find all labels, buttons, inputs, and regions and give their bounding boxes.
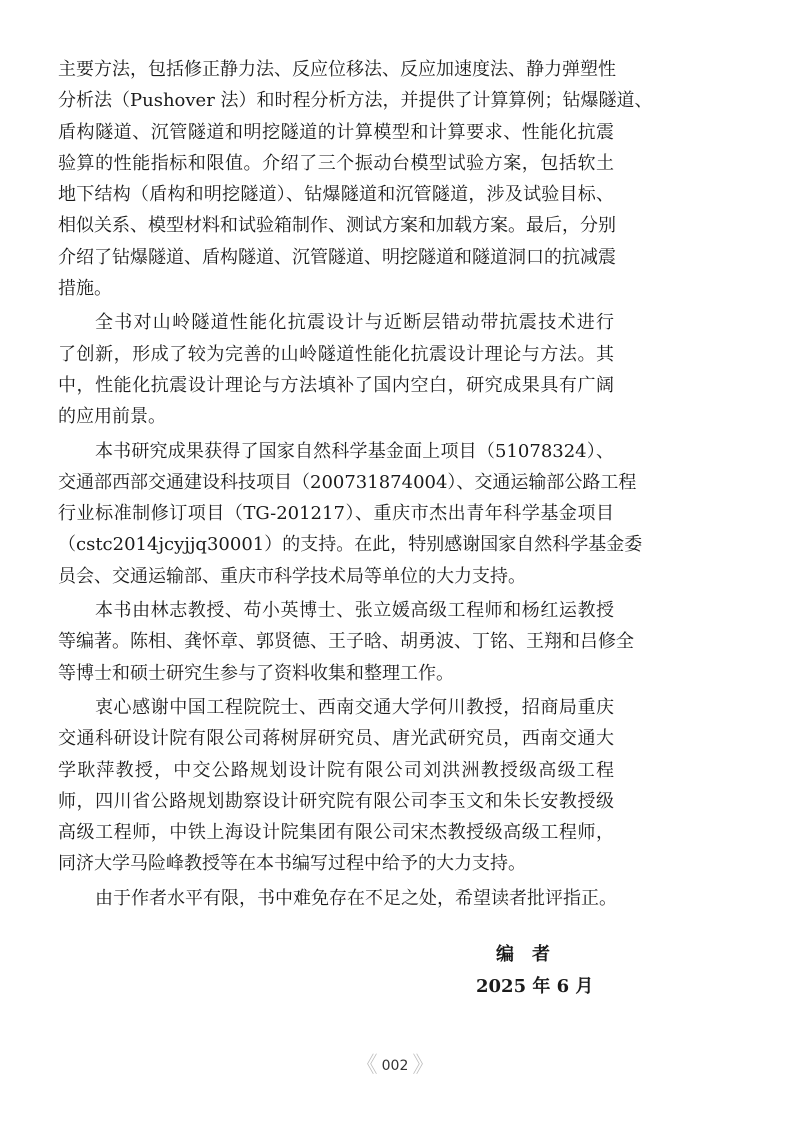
text-line: 的应用前景。 [58, 406, 166, 428]
text-line: 由于作者水平有限，书中难免存在不足之处，希望读者批评指正。 [95, 887, 617, 909]
paragraph [58, 883, 617, 914]
paragraph [58, 692, 614, 880]
text-line: 本书研究成果获得了国家自然科学基金面上项目（51078324）、 [95, 440, 614, 462]
text-line: 验算的性能指标和限值。介绍了三个振动台模型试验方案，包括软土 [58, 152, 614, 174]
text-line: 地下结构（盾构和明挖隧道）、钻爆隧道和沉管隧道，涉及试验目标、 [58, 184, 614, 206]
preface-body [58, 54, 653, 914]
text-line: 措施。 [58, 278, 112, 300]
text-line: 分析法（Pushover 法）和时程分析方法，并提供了计算算例；钻爆隧道、 [58, 90, 653, 112]
paragraph [58, 595, 634, 689]
page-number-footer [0, 1048, 790, 1079]
text-line: 学耿萍教授，中交公路规划设计院有限公司刘洪洲教授级高级工程 [58, 759, 614, 781]
paragraph [58, 307, 614, 432]
text-line: 了创新，形成了较为完善的山岭隧道性能化抗震设计理论与方法。其 [58, 343, 614, 365]
text-line: 同济大学马险峰教授等在本书编写过程中给予的大力支持。 [58, 853, 526, 875]
text-line: 主要方法，包括修正静力法、反应位移法、反应加速度法、静力弹塑性 [58, 59, 616, 80]
text-line: 等编著。陈相、龚怀章、郭贤德、王子晗、胡勇波、丁铭、王翔和吕修全 [58, 631, 634, 653]
text-line: （cstc2014jcyjjq30001）的支持。在此，特别感谢国家自然科学基金委 [58, 534, 643, 556]
text-line: 员会、交通运输部、重庆市科学技术局等单位的大力支持。 [58, 565, 526, 587]
text-line: 等博士和硕士研究生参与了资料收集和整理工作。 [58, 662, 454, 684]
text-line: 本书由林志教授、苟小英博士、张立媛高级工程师和杨红运教授 [95, 600, 614, 622]
paragraph [58, 436, 643, 592]
text-line: 中，性能化抗震设计理论与方法填补了国内空白，研究成果具有广阔 [58, 374, 614, 396]
text-line: 相似关系、模型材料和试验箱制作、测试方案和加载方案。最后，分别 [58, 215, 616, 237]
signature-date: 2025 年 6 月 [476, 976, 594, 997]
text-line: 介绍了钻爆隧道、盾构隧道、沉管隧道、明挖隧道和隧道洞口的抗减震 [58, 246, 616, 268]
text-line: 全书对山岭隧道性能化抗震设计与近断层错动带抗震技术进行 [95, 312, 614, 334]
author-signature: 编者 [496, 944, 568, 965]
text-line: 交通部西部交通建设科技项目（200731874004）、交通运输部公路工程 [58, 471, 637, 493]
right-bracket-ornament: 》 [412, 1053, 435, 1078]
page-number: 002 [381, 1058, 409, 1074]
text-line: 行业标准制修订项目（TG-201217）、重庆市杰出青年科学基金项目 [58, 503, 614, 525]
text-line: 盾构隧道、沉管隧道和明挖隧道的计算模型和计算要求、性能化抗震 [58, 121, 614, 143]
left-bracket-ornament: 《 [355, 1053, 378, 1078]
text-line: 高级工程师，中铁上海设计院集团有限公司宋杰教授级高级工程师， [58, 822, 614, 844]
text-line: 师，四川省公路规划勘察设计研究院有限公司李玉文和朱长安教授级 [58, 790, 614, 812]
paragraph [58, 54, 653, 304]
text-line: 交通科研设计院有限公司蒋树屏研究员、唐光武研究员，西南交通大 [58, 728, 614, 750]
text-line: 衷心感谢中国工程院院士、西南交通大学何川教授，招商局重庆 [95, 696, 614, 718]
